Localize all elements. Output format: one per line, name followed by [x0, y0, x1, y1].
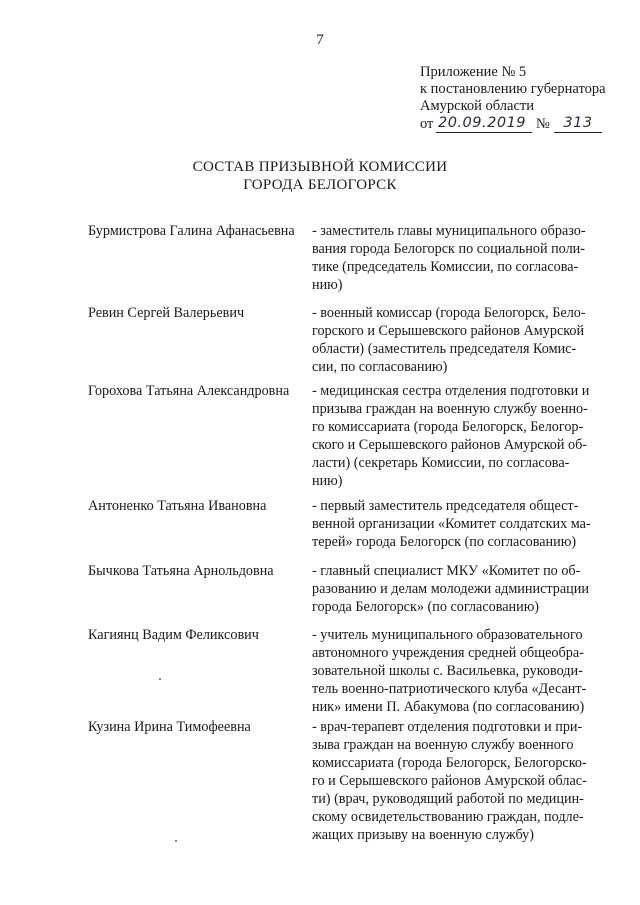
member-name: Бурмистрова Галина Афанасьевна: [88, 223, 295, 239]
scan-speck: [175, 840, 177, 842]
role-line: разованию и делам молодежи администрации: [312, 581, 589, 597]
role-line: скому освидетельствованию граждан, подле-: [312, 809, 584, 825]
number-prefix: №: [536, 116, 550, 132]
role-line: - заместитель главы муниципального образо-: [312, 223, 586, 239]
member-role: [312, 626, 602, 716]
member-role: [312, 497, 602, 551]
role-line: комиссариата (города Белогорск, Белогорско-: [312, 755, 587, 771]
role-line: - медицинская сестра отделения подготовки и: [312, 383, 590, 399]
role-line: ти) (врач, руководящий работой по медицин-: [312, 791, 584, 807]
member-role: [312, 562, 602, 616]
role-line: автономного учреждения средней общеобра-: [312, 645, 584, 661]
scan-speck: [159, 678, 161, 680]
member-name: Кузина Ирина Тимофеевна: [88, 719, 251, 735]
role-line: тель военно-патриотического клуба «Десант-: [312, 681, 587, 697]
number-value: 313: [554, 115, 602, 133]
role-line: - врач-терапевт отделения подготовки и при-: [312, 719, 583, 735]
role-line: ского и Серышевского районов Амурской об-: [312, 437, 588, 453]
date-prefix: от: [420, 116, 434, 132]
role-line: призыва граждан на военную службу военно-: [312, 401, 588, 417]
member-name: Бычкова Татьяна Арнольдовна: [88, 563, 274, 579]
title-line-2: ГОРОДА БЕЛОГОРСК: [243, 177, 397, 193]
member-name: Ревин Сергей Валерьевич: [88, 305, 245, 321]
role-line: нию): [312, 277, 343, 293]
member-role: [312, 382, 602, 490]
date-value: 20.09.2019: [436, 115, 532, 133]
role-line: нию): [312, 473, 343, 489]
role-line: го и Серышевского районов Амурской облас-: [312, 773, 587, 789]
role-line: области) (заместитель председателя Комис-: [312, 341, 577, 357]
role-line: венной организации «Комитет солдатских ма-: [312, 516, 591, 532]
role-line: - учитель муниципального образовательного: [312, 627, 583, 643]
role-line: жащих призыву на военную службу): [312, 827, 534, 843]
member-role: [312, 718, 602, 844]
page-number: 7: [316, 32, 324, 48]
appendix-header: [420, 64, 606, 135]
title-line-1: СОСТАВ ПРИЗЫВНОЙ КОМИССИИ: [192, 159, 448, 175]
role-line: ник» имени П. Абакумова (по согласованию): [312, 699, 585, 715]
member-name: Горохова Татьяна Александровна: [88, 383, 290, 399]
role-line: города Белогорск» (по согласованию): [312, 599, 540, 615]
member-role: [312, 304, 602, 376]
member-name: Кагиянц Вадим Феликсович: [88, 627, 259, 643]
role-line: сии, по согласованию): [312, 359, 448, 375]
appendix-title: Приложение № 5: [420, 64, 527, 80]
role-line: - первый заместитель председателя общест-: [312, 498, 579, 514]
role-line: тике (председатель Комиссии, по согласова-: [312, 259, 579, 275]
role-line: зовательной школы с. Васильевка, руководи-: [312, 663, 583, 679]
role-line: - главный специалист МКУ «Комитет по об-: [312, 563, 581, 579]
role-line: горского и Серышевского районов Амурской: [312, 323, 585, 339]
role-line: терей» города Белогорск (по согласованию): [312, 534, 577, 550]
role-line: го комиссариата (города Белогорск, Белогор-: [312, 419, 584, 435]
appendix-region: Амурской области: [420, 98, 534, 114]
document-title: [0, 158, 640, 194]
appendix-decree: к постановлению губернатора: [420, 81, 606, 97]
role-line: ласти) (секретарь Комиссии, по согласова-: [312, 455, 570, 471]
appendix-date-line: [420, 115, 606, 135]
member-name: Антоненко Татьяна Ивановна: [88, 498, 267, 514]
role-line: - военный комиссар (города Белогорск, Бело-: [312, 305, 586, 321]
member-role: [312, 222, 602, 294]
role-line: вания города Белогорск по социальной поли-: [312, 241, 585, 257]
role-line: зыва граждан на военную службу военного: [312, 737, 574, 753]
